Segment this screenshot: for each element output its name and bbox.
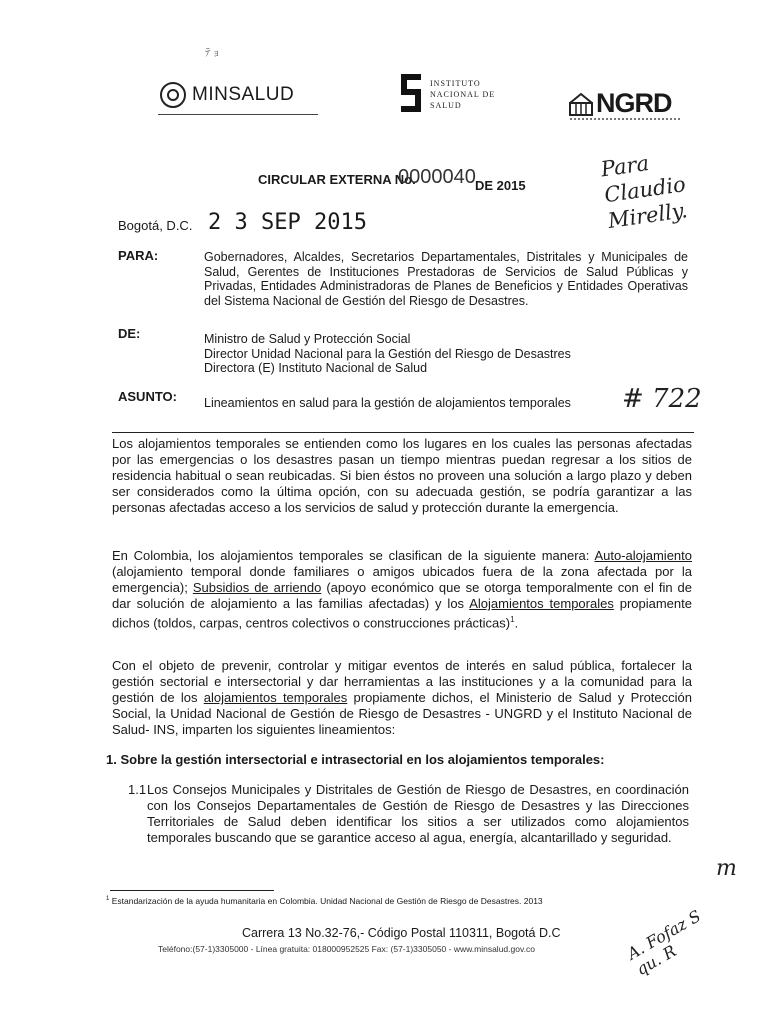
ngrd-logo <box>568 88 672 119</box>
p2-text-a: En Colombia, los alojamientos temporales se clasifican de la siguiente manera: <box>112 548 595 563</box>
p2-text-c: (apoyo económico que se otorga temporalmente con el fin de dar solución de alojamiento a las familias afectadas) y los <box>112 580 693 611</box>
footnote-divider <box>110 890 274 891</box>
asunto-divider <box>112 432 694 433</box>
circular-label: CIRCULAR EXTERNA No. <box>258 172 416 187</box>
item-number: 1.1 <box>128 782 147 797</box>
circular-number: 0000040 <box>398 166 476 188</box>
top-scan-mark: ﾃ ｮ <box>205 47 220 59</box>
p2-underline-auto-alojamiento: Auto-alojamiento <box>594 548 692 563</box>
date-label: Bogotá, D.C. <box>118 218 193 233</box>
ngrd-emblem-icon <box>568 91 594 117</box>
footer-address: Carrera 13 No.32-76,- Código Postal 110311, Bogotá D.C <box>242 926 561 940</box>
ins-line-2: NACIONAL DE <box>430 90 496 99</box>
footnote-number: 1 <box>106 896 110 903</box>
body-paragraph-3 <box>112 658 692 738</box>
ins-logo <box>400 72 495 118</box>
item-1-1-text: Los Consejos Municipales y Distritales de Gestión de Riesgo de Desastres, en coordinación con los Consejos Departamentales de Gestión de Riesgo de Desastres y las Direcciones Territoriales de Salud deben identificar los sitios a ser utilizados como alojamientos temporales buscando que se garantice acceso al agua, energía, alcantarillado y seguridad. <box>147 782 689 845</box>
p2-underline-alojamientos: Alojamientos temporales <box>469 596 614 611</box>
body-paragraph-1: Los alojamientos temporales se entienden como los lugares en los cuales las personas afectadas por las emergencias o los desastres pasan un tiempo mientras puedan regresar a los sitios de residencia habitual o sean reubicadas. Si bien éstos no proveen una solución a largo plazo y deben ser considerados como la última opción, con su adecuada gestión, se podría garantizar a las personas afectadas acceso a los servicios de salud y protección durante la emergencia. <box>112 436 692 515</box>
body-paragraph-2 <box>112 548 692 631</box>
ins-line-3: SALUD <box>430 101 462 110</box>
asunto-label: ASUNTO: <box>118 389 177 404</box>
handwritten-ref: # 722 <box>622 384 702 414</box>
minsalud-text: MINSALUD <box>192 84 295 105</box>
footer-contact: Teléfono:(57-1)3305000 - Línea gratuita: 018000952525 Fax: (57-1)3305050 - www.minsalud.gov.co <box>158 944 535 954</box>
ins-s-icon <box>400 72 422 118</box>
de-line-3: Directora (E) Instituto Nacional de Salud <box>204 361 428 375</box>
p3-text-b: propiamente dichos, el Ministerio de Salud y Protección Social, la Unidad Nacional de Gestión de Riesgo de Desastres - UNGRD y el Instituto Nacional de Salud- INS, imparten los siguientes lineamientos: <box>112 690 693 737</box>
minsalud-logo <box>160 82 294 108</box>
ngrd-subtitle-line <box>570 118 680 120</box>
footnote <box>106 896 543 906</box>
para-label: PARA: <box>118 248 159 263</box>
de-lines <box>204 332 634 376</box>
p3-underline-alojamientos: alojamientos temporales <box>203 690 348 705</box>
date-value: 2 3 SEP 2015 <box>208 210 367 235</box>
footnote-ref: 1 <box>510 615 515 624</box>
de-label: DE: <box>118 326 141 341</box>
handwritten-signature: A. Fofaz S qu. R <box>623 906 704 980</box>
ngrd-text: NGRD <box>596 88 672 118</box>
p2-text-e: . <box>514 615 519 631</box>
para-text: Gobernadores, Alcaldes, Secretarios Departamentales, Distritales y Municipales de Salud, Gerentes de Instituciones Prestadoras de Servicios de Salud Públicas y Privadas, Entidades Administradoras de Planes de Beneficios y Entidades Operativas del Sistema Nacional de Gestión del Riesgo de Desastres. <box>204 250 688 308</box>
p2-underline-subsidios: Subsidios de arriendo <box>192 580 322 595</box>
asunto-text: Lineamientos en salud para la gestión de alojamientos temporales <box>204 396 571 410</box>
logo-underline <box>158 114 318 115</box>
p2-text-d: propiamente dichos (toldos, carpas, centros colectivos o construcciones prácticas) <box>112 596 692 631</box>
handwritten-note: Para Claudio Mirelly. <box>599 151 689 233</box>
section-heading-1: 1. Sobre la gestión intersectorial e intrasectorial en los alojamientos temporales: <box>106 752 605 767</box>
circular-year: DE 2015 <box>475 178 526 193</box>
coat-of-arms-icon <box>160 82 186 108</box>
handwritten-margin-mark: m <box>716 856 737 881</box>
footnote-text: Estandarización de la ayuda humanitaria en Colombia. Unidad Nacional de Gestión de Riesgo de Desastres. 2013 <box>111 896 543 906</box>
de-line-1: Ministro de Salud y Protección Social <box>204 332 411 346</box>
p3-text-a: Con el objeto de prevenir, controlar y mitigar eventos de interés en salud pública, fortalecer la gestión sectorial e intersectorial y dar herramientas a las instituciones y a la comunidad para la gestión de los <box>112 658 692 705</box>
ins-line-1: INSTITUTO <box>430 79 481 88</box>
p2-text-b: (alojamiento temporal donde familiares o amigos ubicados fuera de la zona afectada por la emergencia); <box>112 564 692 595</box>
de-line-2: Director Unidad Nacional para la Gestión del Riesgo de Desastres <box>204 346 571 361</box>
